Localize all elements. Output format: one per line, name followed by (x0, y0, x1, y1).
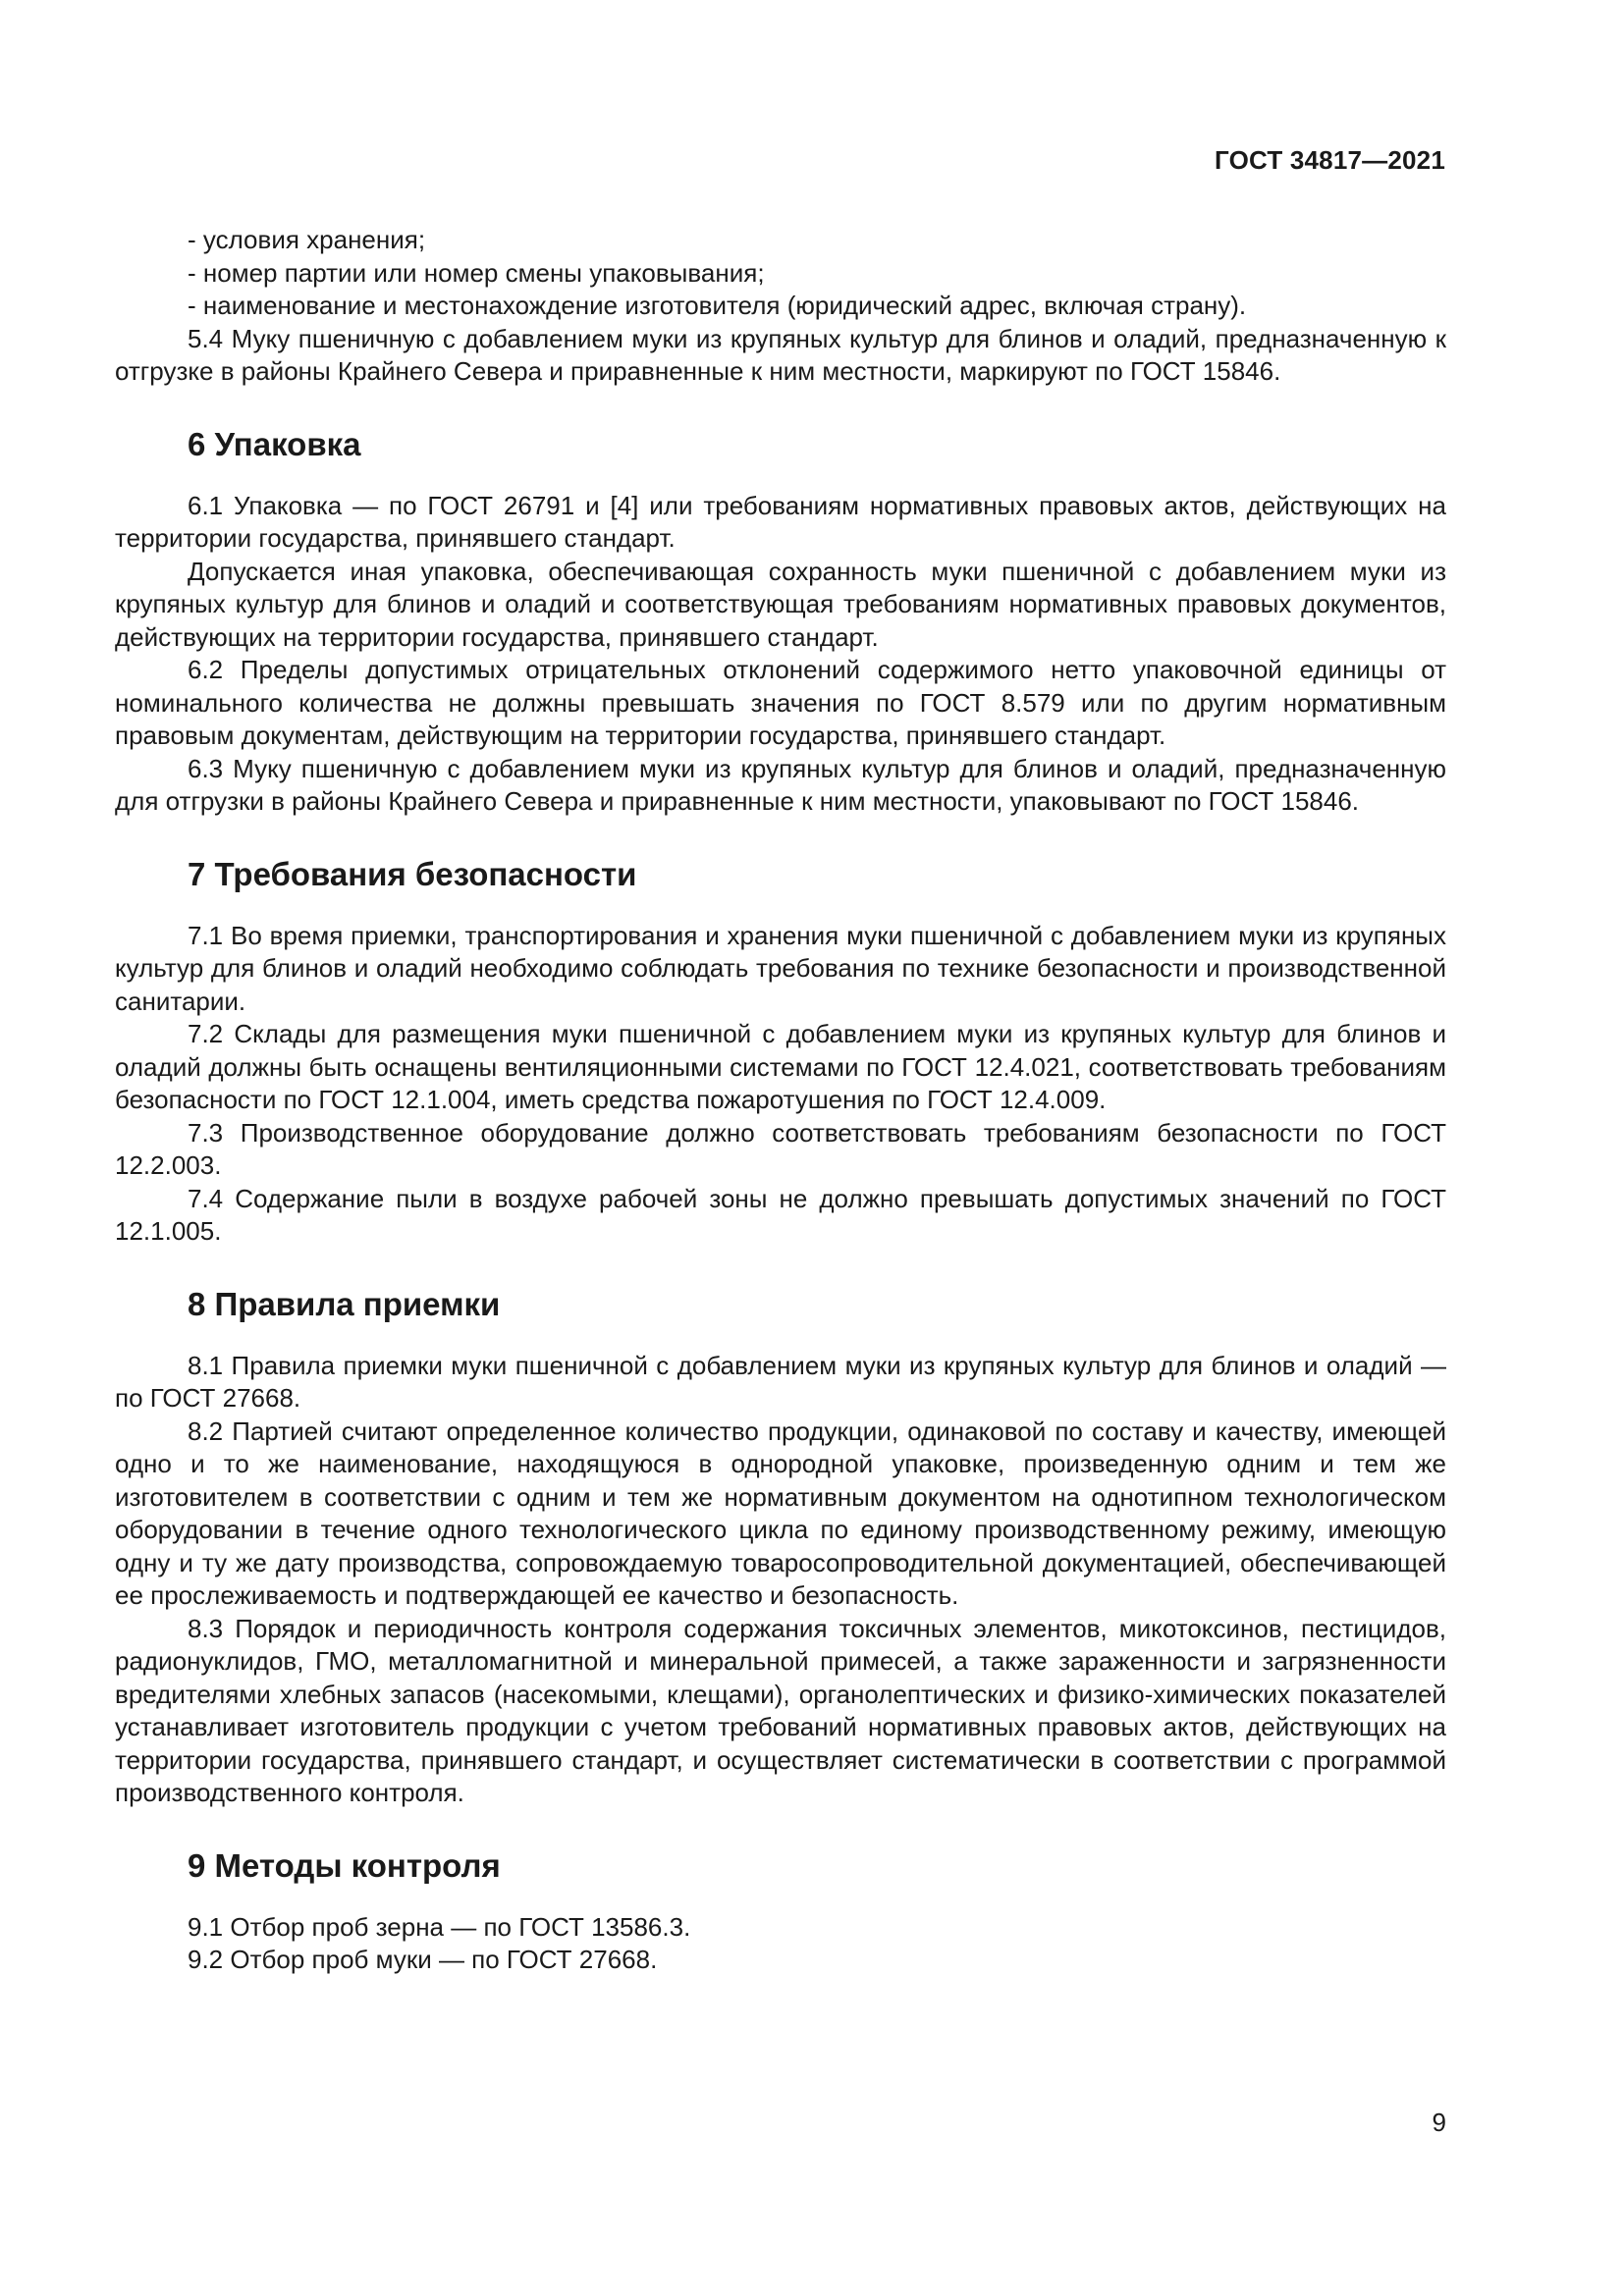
clause-7-3: 7.3 Производственное оборудование должно соответствовать требованиям безопасности по ГОСТ 12.2.003. (115, 1117, 1446, 1180)
document-code-header: ГОСТ 34817—2021 (1215, 145, 1445, 175)
clause-9-2: 9.2 Отбор проб муки — по ГОСТ 27668. (188, 1945, 658, 1974)
section-8-heading: 8 Правила приемки (188, 1285, 501, 1322)
clause-6-1: 6.1 Упаковка — по ГОСТ 26791 и [4] или требованиям нормативных правовых актов, действующих на территории государства, принявшего стандарт. (115, 490, 1446, 553)
list-item-batch-number: - номер партии или номер смены упаковывания; (188, 257, 765, 288)
clause-6-1-note: Допускается иная упаковка, обеспечивающая сохранность муки пшеничной с добавлением муки из крупяных культур для блинов и оладий и соответствующая требованиям нормативных правовых документов, действующих на территории государства, принявшего стандарт. (115, 556, 1446, 652)
clause-9-1: 9.1 Отбор проб зерна — по ГОСТ 13586.3. (188, 1911, 691, 1942)
document-body (115, 224, 1446, 1977)
section-6-heading: 6 Упаковка (188, 425, 361, 462)
clause-7-1: 7.1 Во время приемки, транспортирования и хранения муки пшеничной с добавлением муки из крупяных культур для блинов и оладий необходимо соблюдать требования по технике безопасности и производственной санитарии. (115, 920, 1446, 1016)
clause-5-4: 5.4 Муку пшеничную с добавлением муки из крупяных культур для блинов и оладий, предназначенную к отгрузке в районы Крайнего Севера и приравненные к ним местности, маркируют по ГОСТ 15846. (115, 323, 1446, 386)
clause-8-1: 8.1 Правила приемки муки пшеничной с добавлением муки из крупяных культур для блинов и оладий — по ГОСТ 27668. (115, 1350, 1446, 1413)
list-item-manufacturer: - наименование и местонахождение изготовителя (юридический адрес, включая страну). (188, 291, 1247, 320)
list-item-storage-conditions: - условия хранения; (188, 225, 426, 254)
clause-7-2: 7.2 Склады для размещения муки пшеничной с добавлением муки из крупяных культур для блинов и оладий должны быть оснащены вентиляционными системами по ГОСТ 12.4.021, соответствовать требованиям безопасности по ГОСТ 12.1.004, иметь средства пожаротушения по ГОСТ 12.4.009. (115, 1019, 1446, 1114)
clause-6-3: 6.3 Муку пшеничную с добавлением муки из крупяных культур для блинов и оладий, предназначенную для отгрузки в районы Крайнего Севера и приравненные к ним местности, упаковывают по ГОСТ 15846. (115, 753, 1446, 816)
clause-6-2: 6.2 Пределы допустимых отрицательных отклонений содержимого нетто упаковочной единицы от номинального количества не должны превышать значения по ГОСТ 8.579 или по другим нормативным правовым документам, действующим на территории государства, принявшего стандарт. (115, 655, 1446, 750)
section-9-heading: 9 Методы контроля (188, 1846, 501, 1884)
clause-8-3: 8.3 Порядок и периодичность контроля содержания токсичных элементов, микотоксинов, пестицидов, радионуклидов, ГМО, металломагнитной и минеральной примесей, а также зараженности и загрязненности вредителями хлебных запасов (насекомыми, клещами), органолептических и физико-химических показателей устанавливает изготовитель продукции с учетом требований нормативных правовых актов, действующих на территории государства, принявшего стандарт, и осуществляет систематически в соответствии с программой производственного контроля. (115, 1613, 1446, 1807)
page-number: 9 (1432, 2108, 1446, 2137)
section-7-heading: 7 Требования безопасности (188, 855, 637, 892)
clause-7-4: 7.4 Содержание пыли в воздухе рабочей зоны не должно превышать допустимых значений по ГОСТ 12.1.005. (115, 1183, 1446, 1246)
clause-8-2: 8.2 Партией считают определенное количество продукции, одинаковой по составу и качеству, имеющей одно и то же наименование, находящуюся в однородной упаковке, произведенную одним и тем же изготовителем в соответствии с одним и тем же нормативным документом на однотипном технологическом оборудовании в течение одного технологического цикла по единому производственному режиму, имеющую одну и ту же дату производства, сопровождаемую товаросопроводительной документацией, обеспечивающей ее прослеживаемость и подтверждающей ее качество и безопасность. (115, 1415, 1446, 1610)
